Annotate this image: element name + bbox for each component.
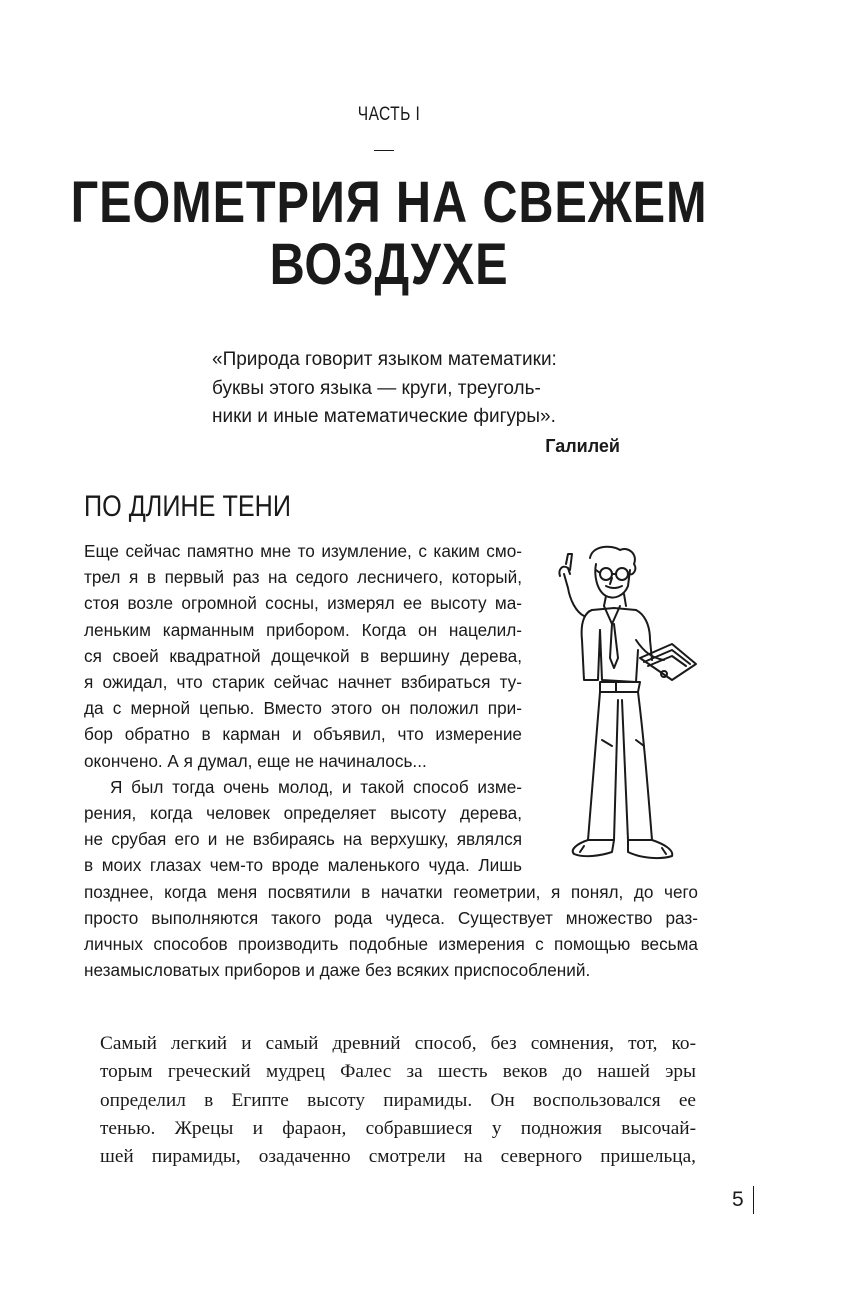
text-line: я ожидал, что старик сейчас начнет взбираться ту- — [84, 672, 522, 693]
text-line: незамысловатых приборов и даже без всяких приспособлений. — [84, 960, 591, 981]
text-line: рения, когда человек определяет высоту дерева, — [84, 803, 522, 824]
section-title: ПО ДЛИНЕ ТЕНИ — [84, 490, 291, 523]
text-line: окончено. А я думал, еще не начиналось... — [84, 750, 427, 771]
part-divider — [374, 150, 394, 151]
text-line: позднее, когда меня посвятили в начатки геометрии, я понял, до чего — [84, 881, 698, 902]
text-line: тенью. Жрецы и фараон, собравшиеся у подножия высочай- — [100, 1117, 696, 1139]
text-line: да с мерной цепью. Вместо этого он положил при- — [84, 698, 522, 719]
epigraph-line: ники и иные математические фигуры». — [212, 406, 556, 427]
epigraph-line: «Природа говорит языком математики: — [212, 349, 557, 370]
epigraph — [212, 346, 636, 460]
page-number: 5 — [732, 1188, 744, 1211]
text-line: стоя возле огромной сосны, измерял ее высоту ма- — [84, 593, 522, 614]
text-line: не срубая его и не взбираясь на верхушку, являлся — [84, 829, 522, 850]
text-line: Еще сейчас памятно мне то изумление, с каким смо- — [84, 541, 522, 561]
text-line: определил в Египте высоту пирамиды. Он воспользовался ее — [100, 1089, 696, 1111]
page-number-rule — [753, 1186, 754, 1214]
chapter-title — [0, 172, 778, 296]
text-line: бор обратно в карман и объявил, что измерение — [84, 724, 522, 745]
text-line: Я был тогда очень молод, и такой способ изме- — [110, 776, 522, 797]
text-line: в моих глазах чем-то вроде маленького чуда. Лишь — [84, 855, 522, 876]
text-line: личных способов производить подобные измерения с помощью весьма — [84, 934, 698, 955]
chapter-title-line-1: ГЕОМЕТРИЯ НА СВЕЖЕМ — [70, 170, 708, 235]
part-label: ЧАСТЬ I — [357, 104, 421, 125]
chapter-title-line-2: ВОЗДУХЕ — [269, 232, 509, 297]
text-line: Самый легкий и самый древний способ, без сомнения, тот, ко- — [100, 1033, 696, 1054]
epigraph-line: буквы этого языка — круги, треуголь- — [212, 377, 541, 399]
text-line: шей пирамиды, озадаченно смотрели на северного пришельца, — [100, 1146, 696, 1168]
text-line: ся своей квадратной дощечкой в вершину дерева, — [84, 645, 522, 666]
text-line: трел я в первый раз на седого лесничего, который, — [84, 567, 522, 588]
body-text-serif — [100, 1030, 696, 1171]
scientist-illustration — [540, 540, 700, 870]
text-line: торым греческий мудрец Фалес за шесть веков до нашей эры — [100, 1061, 696, 1083]
epigraph-author: Галилей — [545, 435, 620, 456]
text-line: просто выполняются такого рода чудеса. Существует множество раз- — [84, 907, 698, 928]
text-line: леньким карманным прибором. Когда он нацелил- — [84, 619, 522, 640]
